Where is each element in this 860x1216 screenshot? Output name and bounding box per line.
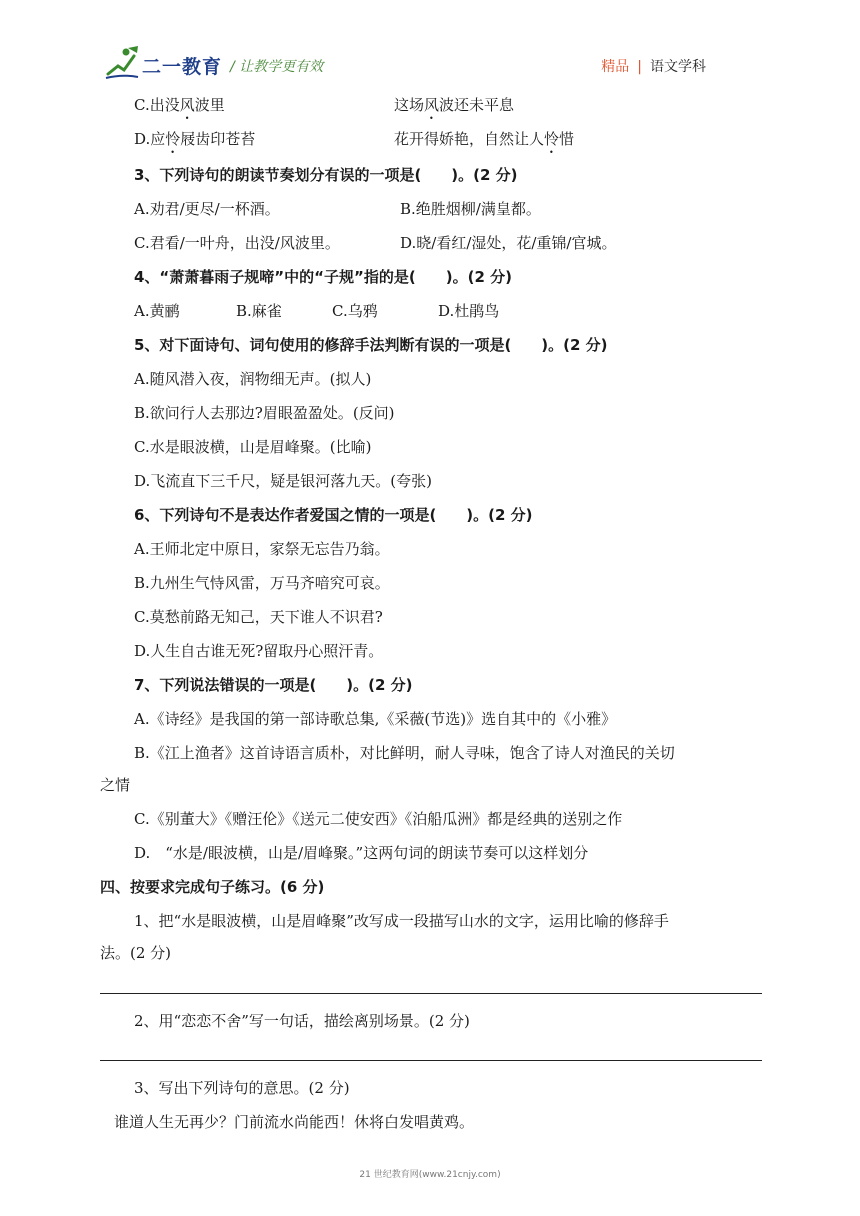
option-d-right <box>394 129 574 157</box>
section-4-title: 四、按要求完成句子练习。(6 分) <box>100 878 325 896</box>
question-4: 4、“萧萧暮雨子规啼”中的“子规”指的是( )。(2 分) <box>134 268 512 286</box>
text: 这场 <box>394 96 425 114</box>
question-5: 5、对下面诗句、词句使用的修辞手法判断有误的一项是( )。(2 分) <box>134 336 608 354</box>
text: D.应 <box>134 130 166 148</box>
question-7: 7、下列说法错误的一项是( )。(2 分) <box>134 676 413 694</box>
answer-line-2[interactable] <box>100 1060 762 1061</box>
brand-name: 二一教育 <box>142 56 223 78</box>
text: 花开得娇艳，自然让人 <box>394 130 545 148</box>
q5-option-b: B.欲问行人去那边?眉眼盈盈处。(反问) <box>134 404 395 422</box>
option-c-right <box>394 95 514 123</box>
q4-option-b: B.麻雀 <box>236 302 282 320</box>
question-6: 6、下列诗句不是表达作者爱国之情的一项是( )。(2 分) <box>134 506 533 524</box>
q5-option-d: D.飞流直下三千尺，疑是银河落九天。(夸张) <box>134 472 432 490</box>
text: 惜 <box>559 130 575 148</box>
q3-option-b: B.绝胜烟柳/满皇都。 <box>400 200 541 218</box>
page-header <box>0 0 860 88</box>
q6-option-a: A.王师北定中原日，家祭无忘告乃翁。 <box>134 540 390 558</box>
text: 波还未平息 <box>439 96 515 114</box>
text: 屐齿印苍苔 <box>180 130 256 148</box>
q7-option-b-cont: 之情 <box>100 776 131 794</box>
q6-option-c: C.莫愁前路无知己，天下谁人不识君? <box>134 608 383 626</box>
q7-option-a: A.《诗经》是我国的第一部诗歌总集,《采薇(节选)》选自其中的《小雅》 <box>134 710 617 728</box>
s4-item-1-cont: 法。(2 分) <box>100 944 172 962</box>
text: 波里 <box>194 96 225 114</box>
s4-item-2: 2、用“恋恋不舍”写一句话，描绘离别场景。(2 分) <box>134 1012 470 1030</box>
s4-item-1: 1、把“水是眼波横，山是眉峰聚”改写成一段描写山水的文字，运用比喻的修辞手 <box>134 912 669 930</box>
q3-option-d: D.晓/看红/湿处，花/重锦/官城。 <box>400 234 617 252</box>
q4-option-d: D.杜鹃鸟 <box>438 302 500 320</box>
q4-option-c: C.乌鸦 <box>332 302 378 320</box>
s4-item-3: 3、写出下列诗句的意思。(2 分) <box>134 1079 350 1097</box>
option-c-left <box>134 95 225 123</box>
q4-option-a: A.黄鹂 <box>134 302 180 320</box>
q5-option-c: C.水是眼波横，山是眉峰聚。(比喻) <box>134 438 372 456</box>
q7-option-d: D. “水是/眼波横，山是/眉峰聚。”这两句词的朗读节奏可以这样划分 <box>134 844 589 862</box>
text: C.出没 <box>134 96 180 114</box>
dotted-char: 风 <box>424 96 440 114</box>
dotted-char: 怜 <box>165 130 181 148</box>
logo <box>104 44 224 84</box>
q3-option-a: A.劝君/更尽/一杯酒。 <box>134 200 280 218</box>
option-d-left <box>134 129 255 157</box>
subject-label: 语文学科 <box>650 59 706 75</box>
page-footer: 21 世纪教育网(www.21cnjy.com) <box>359 1170 501 1180</box>
q7-option-b: B.《江上渔者》这首诗语言质朴，对比鲜明，耐人寻味，饱含了诗人对渔民的关切 <box>134 744 675 762</box>
q6-option-b: B.九州生气恃风雷，万马齐喑究可哀。 <box>134 574 390 592</box>
q3-option-c: C.君看/一叶舟，出没/风波里。 <box>134 234 340 252</box>
question-3: 3、下列诗句的朗读节奏划分有误的一项是( )。(2 分) <box>134 166 518 184</box>
header-right <box>601 56 706 76</box>
header-separator: | <box>637 59 642 75</box>
q5-option-a: A.随风潜入夜，润物细无声。(拟人) <box>134 370 372 388</box>
slogan: / 让教学更有效 <box>230 59 324 75</box>
s4-item-3-poem: 谁道人生无再少？门前流水尚能西！休将白发唱黄鸡。 <box>114 1113 475 1131</box>
runner-logo-icon <box>104 44 140 80</box>
answer-line-1[interactable] <box>100 993 762 994</box>
q6-option-d: D.人生自古谁无死?留取丹心照汗青。 <box>134 642 384 660</box>
quality-label: 精品 <box>601 59 630 75</box>
dotted-char: 风 <box>179 96 195 114</box>
q7-option-c: C.《别董大》《赠汪伦》《送元二使安西》《泊船瓜洲》都是经典的送别之作 <box>134 810 623 828</box>
dotted-char: 怜 <box>544 130 560 148</box>
